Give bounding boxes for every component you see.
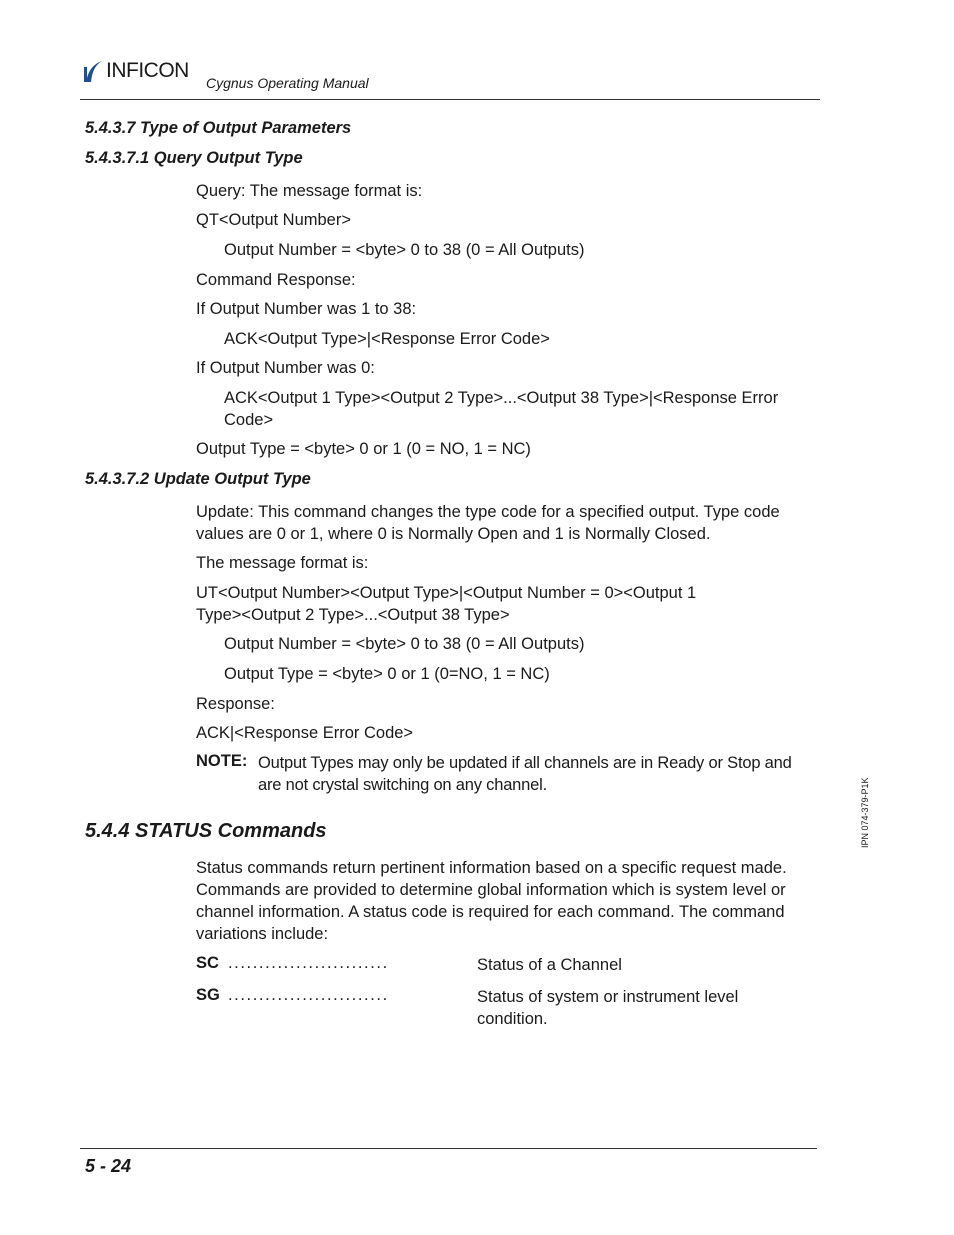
- paragraph: Update: This command changes the type code for a specified output. Type code values are 0 or 1, where 0 is Normally Open and 1 is Normally Closed.: [196, 503, 780, 543]
- paragraph-indented: Output Type = <byte> 0 or 1 (0=NO, 1 = NC): [224, 665, 550, 683]
- command-code: SC: [196, 954, 219, 972]
- footer-rule: [80, 1148, 817, 1149]
- manual-title: Cygnus Operating Manual: [206, 75, 369, 91]
- paragraph: Status commands return pertinent information based on a specific request made. Commands are provided to determine global information which is system level or channel information. A status code is required for each command. The command variations include:: [196, 859, 787, 943]
- ipn-label: IPN 074-379-P1K: [860, 777, 870, 848]
- paragraph: If Output Number was 1 to 38:: [196, 300, 417, 318]
- paragraph: The message format is:: [196, 554, 369, 572]
- logo-text: INFICON: [106, 59, 189, 82]
- paragraph: If Output Number was 0:: [196, 359, 375, 377]
- header-rule: [80, 99, 820, 100]
- paragraph: ACK|<Response Error Code>: [196, 724, 414, 742]
- paragraph: Response:: [196, 695, 275, 713]
- paragraph-indented: ACK<Output Type>|<Response Error Code>: [224, 330, 550, 348]
- dot-leader: ..........................: [228, 986, 389, 1004]
- inficon-swoosh-icon: [82, 59, 104, 83]
- command-description: Status of system or instrument level condition.: [477, 988, 739, 1028]
- paragraph: Output Type = <byte> 0 or 1 (0 = NO, 1 = NC): [196, 440, 531, 458]
- inficon-logo: [82, 58, 189, 84]
- section-heading-544: 5.4.4 STATUS Commands: [85, 820, 327, 842]
- dot-leader: ..........................: [228, 954, 389, 972]
- command-code: SG: [196, 986, 220, 1004]
- paragraph-indented: Output Number = <byte> 0 to 38 (0 = All Outputs): [224, 635, 585, 653]
- paragraph-indented: Output Number = <byte> 0 to 38 (0 = All Outputs): [224, 241, 585, 259]
- paragraph: UT<Output Number><Output Type>|<Output Number = 0><Output 1 Type><Output 2 Type>...<Output 38 Type>: [196, 584, 697, 624]
- paragraph: QT<Output Number>: [196, 211, 351, 229]
- paragraph: Query: The message format is:: [196, 182, 423, 200]
- note-label: NOTE:: [196, 752, 248, 770]
- page-number: 5 - 24: [85, 1156, 132, 1176]
- paragraph: Command Response:: [196, 271, 356, 289]
- paragraph-indented: ACK<Output 1 Type><Output 2 Type>...<Output 38 Type>|<Response Error Code>: [224, 389, 779, 429]
- section-heading-54371: 5.4.3.7.1 Query Output Type: [85, 149, 303, 167]
- command-description: Status of a Channel: [477, 956, 622, 974]
- note-text: Output Types may only be updated if all channels are in Ready or Stop and are not crystal switching on any channel.: [258, 754, 792, 794]
- section-heading-5437: 5.4.3.7 Type of Output Parameters: [85, 119, 352, 137]
- section-heading-54372: 5.4.3.7.2 Update Output Type: [85, 470, 311, 488]
